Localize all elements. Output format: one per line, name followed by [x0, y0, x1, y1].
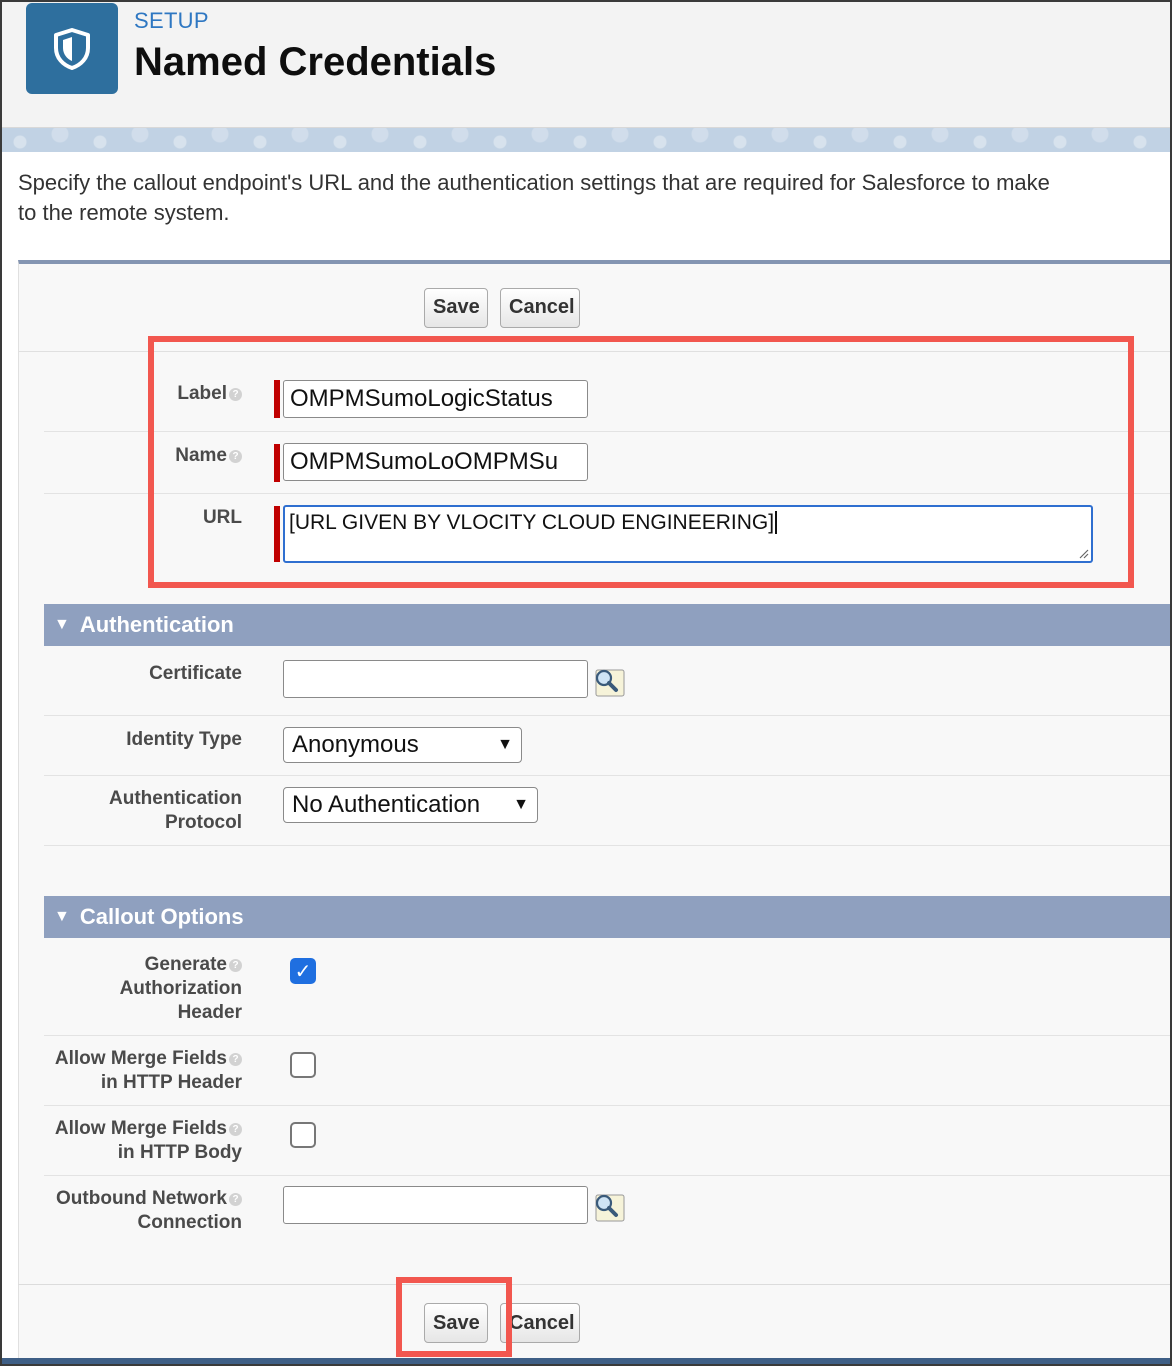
- header-pattern-band: [0, 128, 1172, 152]
- certificate-row: [44, 646, 1172, 716]
- identity-type-label: Identity Type: [126, 729, 242, 750]
- required-indicator: [274, 444, 280, 482]
- auth-protocol-select[interactable]: No Authentication ▼: [283, 787, 538, 823]
- certificate-label: Certificate: [149, 663, 242, 684]
- resize-handle-icon[interactable]: [1077, 547, 1089, 559]
- app-logo: [26, 3, 118, 94]
- auth-protocol-row: [44, 776, 1172, 846]
- merge-fields-header-label: Allow Merge Fields ? in HTTP Header: [54, 1048, 242, 1093]
- required-indicator: [274, 506, 280, 562]
- merge-fields-body-row: [44, 1106, 1172, 1176]
- label-field-label: Label ?: [177, 382, 242, 406]
- merge-fields-body-label: Allow Merge Fields ? in HTTP Body: [54, 1118, 242, 1163]
- section-callout-options[interactable]: ▼ Callout Options: [44, 896, 1172, 938]
- save-button-top[interactable]: Save: [424, 288, 488, 328]
- description-line-2: to the remote system.: [18, 200, 230, 225]
- certificate-input[interactable]: [283, 660, 588, 698]
- name-field-label: Name ?: [175, 444, 242, 468]
- lookup-icon[interactable]: [592, 1191, 626, 1223]
- collapse-triangle-icon[interactable]: ▼: [54, 616, 70, 633]
- chevron-down-icon: ▼: [513, 796, 529, 813]
- outbound-network-input[interactable]: [283, 1186, 588, 1224]
- help-icon[interactable]: ?: [229, 1123, 242, 1136]
- collapse-triangle-icon[interactable]: ▼: [54, 908, 70, 925]
- identity-type-select[interactable]: Anonymous ▼: [283, 727, 522, 763]
- text-cursor: [775, 511, 777, 534]
- bottom-button-bar: [18, 1284, 1172, 1360]
- required-indicator: [274, 380, 280, 418]
- label-input[interactable]: OMPMSumoLogicStatus: [283, 380, 588, 418]
- url-textarea[interactable]: [283, 505, 1093, 563]
- generate-auth-header-row: [44, 938, 1172, 1036]
- shield-icon: [50, 26, 94, 72]
- label-row: [44, 360, 1172, 432]
- page-header: [0, 0, 1172, 128]
- description-line-1: Specify the callout endpoint's URL and the authentication settings that are required for Salesforce to make: [18, 170, 1050, 195]
- name-input[interactable]: OMPMSumoLoOMPMSu: [283, 443, 588, 481]
- outbound-network-row: [44, 1176, 1172, 1246]
- name-row: [44, 432, 1172, 494]
- cancel-button-top[interactable]: Cancel: [500, 288, 580, 328]
- help-icon[interactable]: ?: [229, 388, 242, 401]
- page-description: [18, 168, 1172, 228]
- merge-fields-header-row: [44, 1036, 1172, 1106]
- url-text: [URL GIVEN BY VLOCITY CLOUD ENGINEERING]: [289, 511, 775, 534]
- top-button-bar: [18, 264, 1172, 352]
- outbound-network-label: Outbound Network ? Connection: [56, 1188, 242, 1233]
- help-icon[interactable]: ?: [229, 959, 242, 972]
- save-button-bottom[interactable]: Save: [424, 1303, 488, 1343]
- lookup-icon[interactable]: [592, 666, 626, 698]
- help-icon[interactable]: ?: [229, 1053, 242, 1066]
- help-icon[interactable]: ?: [229, 1193, 242, 1206]
- section-authentication[interactable]: ▼ Authentication: [44, 604, 1172, 646]
- auth-protocol-label: Authentication Protocol: [109, 788, 242, 833]
- help-icon[interactable]: ?: [229, 450, 242, 463]
- bottom-strip: [0, 1358, 1172, 1366]
- merge-fields-header-checkbox[interactable]: [290, 1052, 316, 1078]
- generate-auth-header-checkbox[interactable]: ✓: [290, 958, 316, 984]
- generate-auth-header-label: Generate ? Authorization Header: [119, 954, 242, 1023]
- merge-fields-body-checkbox[interactable]: [290, 1122, 316, 1148]
- chevron-down-icon: ▼: [497, 736, 513, 753]
- url-row: [44, 494, 1172, 604]
- url-field-label: URL: [202, 507, 242, 528]
- breadcrumb-setup[interactable]: SETUP: [134, 8, 209, 33]
- identity-type-row: [44, 716, 1172, 776]
- page-title: Named Credentials: [134, 40, 497, 84]
- cancel-button-bottom[interactable]: Cancel: [500, 1303, 580, 1343]
